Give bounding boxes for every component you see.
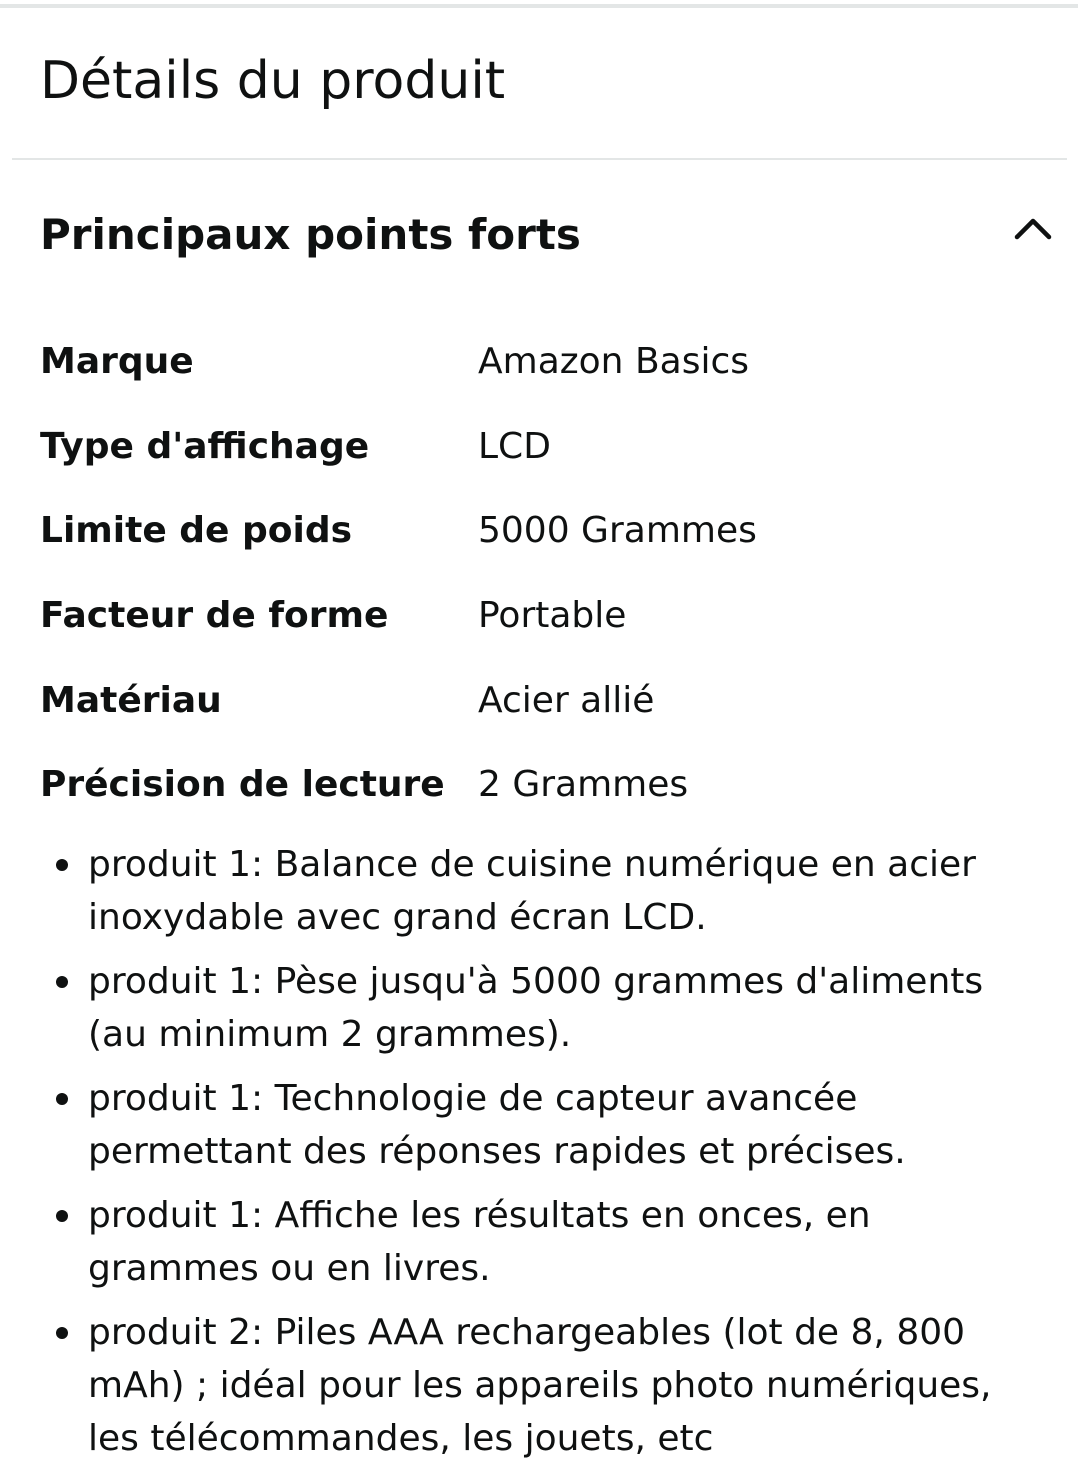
attribute-row-precision [40, 743, 1040, 828]
attribute-label: Marque [40, 341, 194, 383]
highlights-section-toggle[interactable] [40, 205, 1050, 265]
attribute-label: Matériau [40, 679, 222, 721]
bullet-dot-icon [56, 1327, 68, 1339]
attribute-label: Limite de poids [40, 510, 353, 552]
header-divider [12, 158, 1067, 160]
top-divider [0, 4, 1078, 8]
bullet-dot-icon [56, 1210, 68, 1222]
attribute-value: 5000 Grammes [478, 510, 757, 552]
attribute-row-brand [40, 320, 1040, 405]
attribute-label: Facteur de forme [40, 595, 389, 637]
feature-bullet [0, 1306, 1078, 1465]
attribute-row-form-factor [40, 574, 1040, 659]
attribute-value: Amazon Basics [478, 341, 750, 383]
attribute-value: 2 Grammes [478, 764, 689, 806]
bullet-dot-icon [56, 1093, 68, 1105]
attribute-value: LCD [478, 425, 551, 467]
section-title: Principaux points forts [40, 210, 581, 259]
feature-bullet-text: produit 1: Balance de cuisine numérique en acier inoxydable avec grand écran LCD. [88, 844, 976, 938]
attribute-row-weight-limit [40, 489, 1040, 574]
chevron-up-icon[interactable] [1012, 207, 1054, 249]
page-title: Détails du produit [40, 51, 506, 111]
attribute-label: Type d'affichage [40, 425, 370, 467]
feature-bullet [0, 838, 1078, 944]
feature-bullet-text: produit 1: Pèse jusqu'à 5000 grammes d'aliments (au minimum 2 grammes). [88, 961, 984, 1055]
feature-bullet-text: produit 1: Technologie de capteur avancée permettant des réponses rapides et précises. [88, 1078, 906, 1172]
product-attributes-table [40, 320, 1040, 828]
attribute-value: Acier allié [478, 679, 655, 721]
feature-bullet-text: produit 2: Piles AAA rechargeables (lot de 8, 800 mAh) ; idéal pour les appareils photo numériques, les télécommandes, les jouets, etc [88, 1312, 992, 1459]
feature-bullet-list [0, 838, 1078, 1476]
attribute-label: Précision de lecture [40, 764, 445, 806]
feature-bullet [0, 1189, 1078, 1295]
attribute-value: Portable [478, 595, 627, 637]
feature-bullet [0, 955, 1078, 1061]
feature-bullet-text: produit 1: Affiche les résultats en onces, en grammes ou en livres. [88, 1195, 871, 1289]
feature-bullet [0, 1072, 1078, 1178]
bullet-dot-icon [56, 976, 68, 988]
attribute-row-display-type [40, 405, 1040, 490]
attribute-row-material [40, 658, 1040, 743]
bullet-dot-icon [56, 859, 68, 871]
